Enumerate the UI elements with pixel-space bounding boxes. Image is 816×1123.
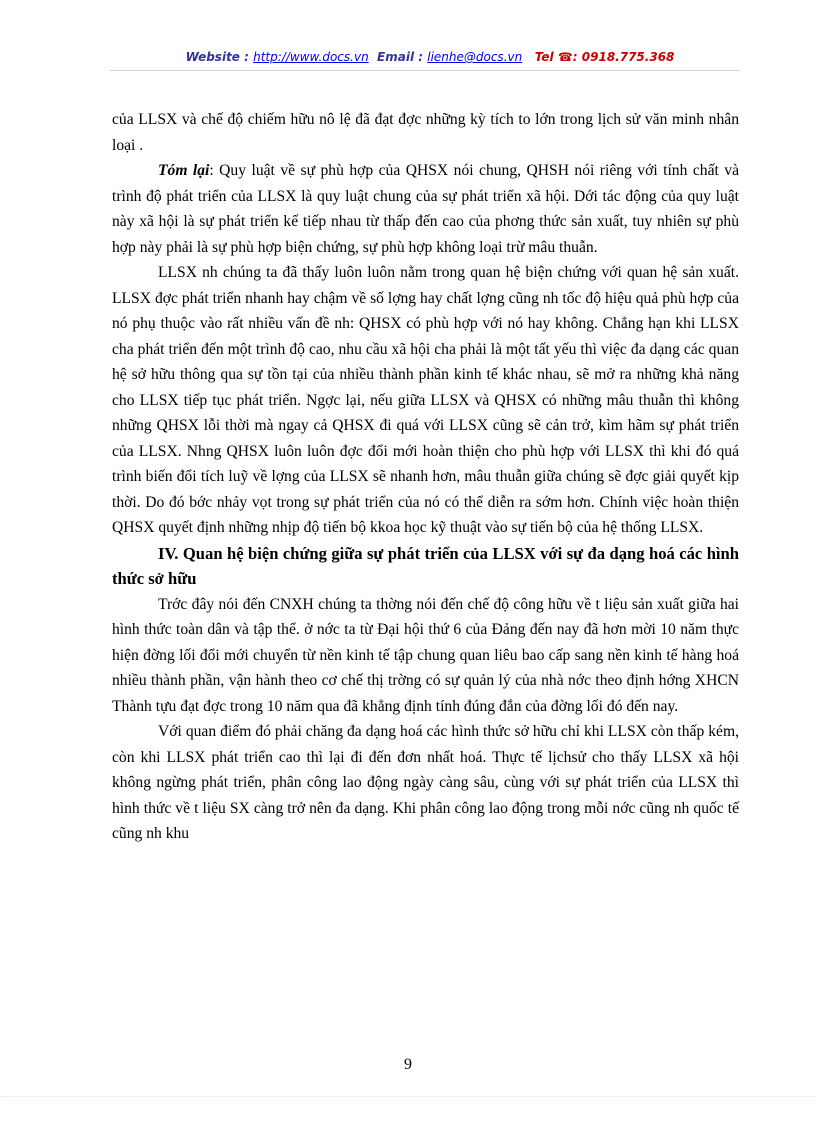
tel-number: : 0918.775.368 bbox=[572, 50, 675, 64]
paragraph-5: Với quan điểm đó phải chăng đa dạng hoá các hình thức sở hữu chỉ khi LLSX còn thấp kém, còn khi LLSX phát triển cao thì lại đi đến đơn nhất hoá. Thực tế lịchsử cho thấy LLSX xã hội không ngừng phát triển, phân công lao động ngày càng sâu, cùng với sự phát triển của LLSX thì hình thức về t liệu SX càng trở nên đa dạng. Khi phân công lao động trong mỗi nớc cũng nh quốc tế cũng nh khu bbox=[112, 723, 739, 842]
paragraph-2-lead: Tóm lại bbox=[158, 162, 210, 179]
header-divider bbox=[110, 70, 740, 71]
tel-label: Tel bbox=[534, 50, 558, 64]
paragraph-1: của LLSX và chế độ chiếm hữu nô lệ đã đạt đợc những kỳ tích to lớn trong lịch sử văn minh nhân loại . bbox=[112, 111, 739, 154]
section-heading: IV. Quan hệ biện chứng giữa sự phát triển của LLSX với sự đa dạng hoá các hình thức sở hữu bbox=[112, 543, 739, 588]
footer-dotted-line bbox=[0, 1096, 816, 1097]
document-body bbox=[112, 107, 739, 847]
paragraph-2-text: : Quy luật về sự phù hợp của QHSX nói chung, QHSH nói riêng với tính chất và trình độ phát triển của LLSX là quy luật chung của sự phát triển xã hội. Dới tác động của quy luật này xã hội là sự phát triển kế tiếp nhau từ thấp đến cao của phơng thức sản xuất, tuy nhiên sự phù hợp này phải là sự phù hợp biện chứng, sự phù hợp không loại trừ mâu thuẫn. bbox=[112, 162, 739, 256]
website-link[interactable]: http://www.docs.vn bbox=[253, 50, 369, 64]
paragraph-2 bbox=[112, 158, 739, 260]
page-header bbox=[110, 50, 750, 64]
page-number: 9 bbox=[404, 1056, 412, 1073]
paragraph-4: Trớc đây nói đến CNXH chúng ta thờng nói đến chế độ công hữu về t liệu sản xuất giữa hai hình thức toàn dân và tập thể. ở nớc ta từ Đại hội thứ 6 của Đảng đến nay đã hơn mời 10 năm thực hiện đờng lối đổi mới chuyển từ nền kinh tế tập chung quan liêu bao cấp sang nền kinh tế hàng hoá nhiều thành phần, vận hành theo cơ chế thị trờng có sự quản lý của nhà nớc theo định hớng XHCN Thành tựu đạt đợc trong 10 năm qua đã khẳng định tính đúng đắn của đờng lối đó đến nay. bbox=[112, 595, 739, 715]
email-label: Email : bbox=[377, 50, 428, 64]
paragraph-3: LLSX nh chúng ta đã thấy luôn luôn nằm trong quan hệ biện chứng với quan hệ sản xuất. LLSX đợc phát triển nhanh hay chậm về số lợng hay chất lợng cũng nh tốc độ hiệu quả phù hợp của nó phụ thuộc vào rất nhiều vấn đề nh: QHSX có phù hợp với nó hay không. Chẳng hạn khi LLSX cha phát triển đến một trình độ cao, nhu cầu xã hội cha phải là một tất yếu thì việc đa dạng các quan hệ sở hữu thông qua sự tồn tại của nhiều thành phần kinh tế khác nhau, sẽ mở ra những khả năng cho LLSX tiếp tục phát triển. Ngợc lại, nếu giữa LLSX và QHSX có những mâu thuẫn thì không những QHSX lỗi thời mà ngay cả QHSX đi quá với LLSX cũng sẽ cản trở, kìm hãm sự phát triển của LLSX. Nhng QHSX luôn luôn đợc đổi mới hoàn thiện cho phù hợp với LLSX thì khi đó quá trình biến đổi tích luỹ về lợng của LLSX sẽ nhanh hơn, mâu thuẫn giữa chúng sẽ đợc giải quyết kịp thời. Do đó bớc nhảy vọt trong sự phát triển của nó có thể diễn ra sớm hơn. Chính việc hoàn thiện QHSX quyết định những nhịp độ tiến bộ kkoa học kỹ thuật vào sự tiến bộ của hệ thống LLSX. bbox=[112, 264, 739, 536]
email-link[interactable]: lienhe@docs.vn bbox=[427, 50, 523, 64]
phone-icon: ☎ bbox=[557, 50, 573, 64]
website-label: Website : bbox=[185, 50, 254, 64]
